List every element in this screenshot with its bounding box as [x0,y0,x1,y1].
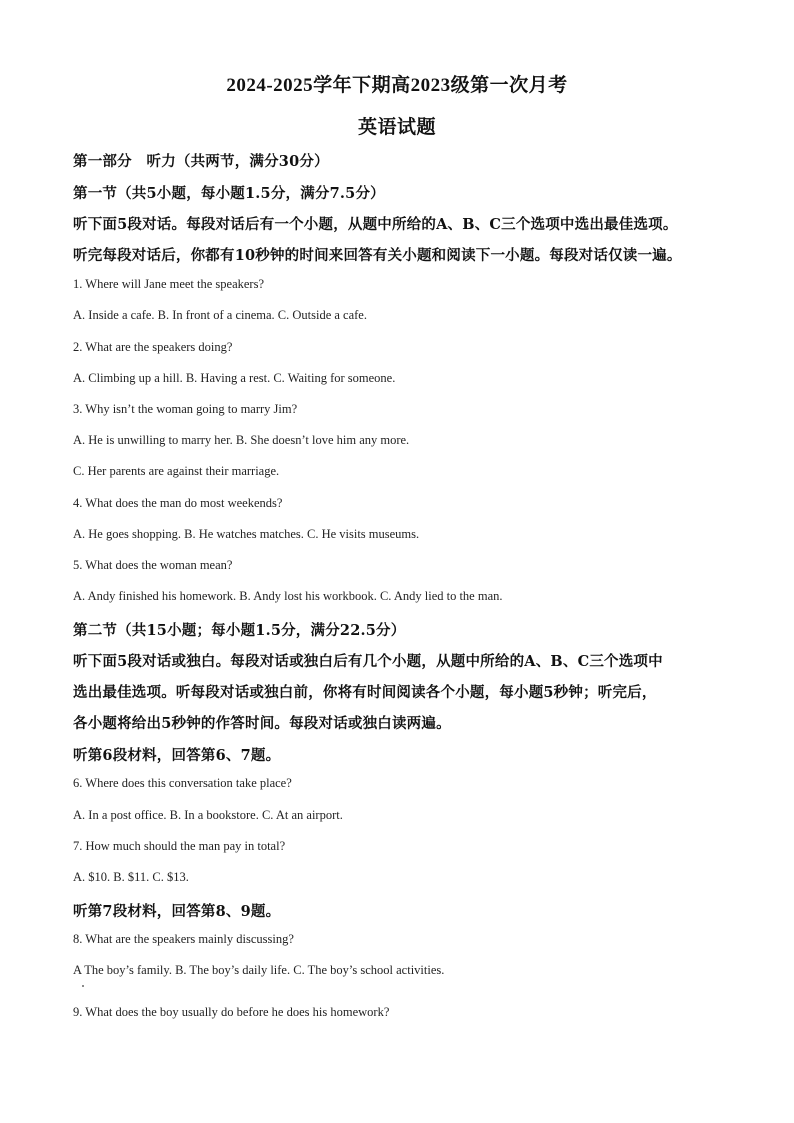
question-3-options-cont: C. Her parents are against their marriage. [73,464,280,478]
question-4: 4. What does the man do most weekends? [73,496,283,510]
stray-dot-mark [82,985,84,987]
question-8-options: A The boy’s family. B. The boy’s daily life. C. The boy’s school activities. [73,963,445,977]
question-3: 3. Why isn’t the woman going to marry Jim? [73,402,298,416]
question-3-options: A. He is unwilling to marry her. B. She doesn’t love him any more. [73,433,410,447]
question-8: 8. What are the speakers mainly discussing? [73,932,294,946]
section2-instructions: 各小题将给出5秒钟的作答时间。每段对话或独白读两遍。 [73,715,451,732]
question-5: 5. What does the woman mean? [73,558,233,572]
question-7-options: A. $10. B. $11. C. $13. [73,870,189,884]
section2-instructions: 选出最佳选项。听每段对话或独白前，你将有时间阅读各个小题，每小题5秒钟；听完后， [73,684,657,701]
part-heading: 第一部分 听力（共两节，满分30分） [73,153,329,170]
question-5-options: A. Andy finished his homework. B. Andy lost his workbook. C. Andy lied to the man. [73,589,503,603]
question-6: 6. Where does this conversation take place? [73,776,292,790]
section2-instructions: 听下面5段对话或独白。每段对话或独白后有几个小题，从题中所给的A、B、C三个选项中 [73,653,663,670]
section1-heading: 第一节（共5小题，每小题1.5分，满分7.5分） [73,185,385,202]
section2-heading: 第二节（共15小题；每小题1.5分，满分22.5分） [73,622,406,639]
question-9: 9. What does the boy usually do before he does his homework? [73,1005,390,1019]
question-1: 1. Where will Jane meet the speakers? [73,277,265,291]
exam-title: 2024-2025学年下期高2023级第一次月考 [226,75,568,96]
section1-instructions: 听下面5段对话。每段对话后有一个小题，从题中所给的A、B、C三个选项中选出最佳选项。 [73,216,678,233]
question-1-options: A. Inside a cafe. B. In front of a cinema. C. Outside a cafe. [73,308,367,322]
question-6-options: A. In a post office. B. In a bookstore. C. At an airport. [73,808,343,822]
question-7: 7. How much should the man pay in total? [73,839,286,853]
question-4-options: A. He goes shopping. B. He watches matches. C. He visits museums. [73,527,420,541]
section1-instructions: 听完每段对话后，你都有10秒钟的时间来回答有关小题和阅读下一小题。每段对话仅读一遍。 [73,247,682,264]
question-2: 2. What are the speakers doing? [73,340,233,354]
material-6-heading: 听第6段材料，回答第6、7题。 [73,747,281,764]
material-7-heading: 听第7段材料，回答第8、9题。 [73,903,281,920]
question-2-options: A. Climbing up a hill. B. Having a rest. C. Waiting for someone. [73,371,396,385]
exam-subtitle: 英语试题 [357,117,436,138]
